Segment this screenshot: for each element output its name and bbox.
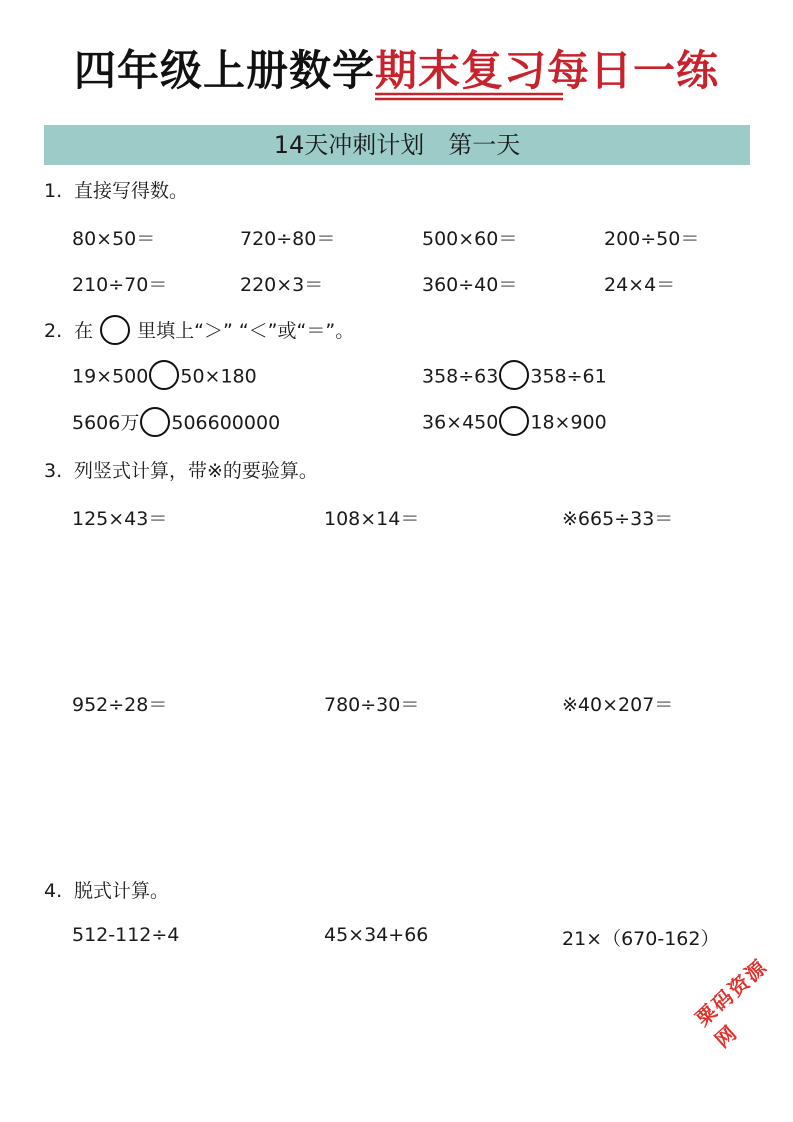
q3-item: 108×14＝ bbox=[324, 508, 420, 530]
question-4-text: 脱式计算。 bbox=[74, 880, 170, 902]
title-red bbox=[375, 46, 719, 95]
question-3-number: 3. bbox=[44, 460, 63, 482]
q3-item: 125×43＝ bbox=[72, 508, 168, 530]
q2-item bbox=[422, 362, 607, 392]
q1-item: 210÷70＝ bbox=[72, 274, 168, 296]
q1-item: 500×60＝ bbox=[422, 228, 518, 250]
compare-circle-icon bbox=[100, 315, 130, 345]
question-4-number: 4. bbox=[44, 880, 63, 902]
q2-item bbox=[72, 362, 257, 392]
q2-right: 50×180 bbox=[180, 365, 257, 388]
plan-banner: 14天冲刺计划 第一天 bbox=[44, 125, 750, 165]
title-underline bbox=[375, 91, 563, 101]
answer-circle[interactable] bbox=[140, 407, 170, 437]
q1-item: 720÷80＝ bbox=[240, 228, 336, 250]
answer-circle[interactable] bbox=[499, 360, 529, 390]
q2-right: 18×900 bbox=[530, 411, 607, 434]
q1-item: 200÷50＝ bbox=[604, 228, 700, 250]
question-3-text: 列竖式计算，带※的要验算。 bbox=[74, 460, 318, 482]
q2-right: 358÷61 bbox=[530, 365, 607, 388]
q2-right: 506600000 bbox=[171, 412, 281, 434]
q1-item: 24×4＝ bbox=[604, 274, 676, 296]
q3-item: 952÷28＝ bbox=[72, 694, 168, 716]
q2-left: 358÷63 bbox=[422, 365, 499, 388]
question-1-text: 直接写得数。 bbox=[74, 180, 189, 202]
q2-left: 19×500 bbox=[72, 365, 149, 388]
q4-item: 512-112÷4 bbox=[72, 924, 180, 946]
q2-left: 36×450 bbox=[422, 411, 499, 434]
q2-item bbox=[422, 408, 607, 438]
q1-item: 360÷40＝ bbox=[422, 274, 518, 296]
question-2-title bbox=[44, 316, 354, 347]
q3-item: ※665÷33＝ bbox=[562, 508, 674, 530]
title-black: 四年级上册数学 bbox=[73, 46, 375, 95]
question-2-text-b: 里填上“＞” “＜”或“＝”。 bbox=[137, 320, 355, 342]
question-1-number: 1. bbox=[44, 180, 63, 202]
answer-circle[interactable] bbox=[149, 360, 179, 390]
q2-left: 5606万 bbox=[72, 412, 140, 434]
q4-item: 45×34+66 bbox=[324, 924, 429, 946]
question-4-title bbox=[44, 876, 169, 903]
question-3-title bbox=[44, 456, 318, 483]
worksheet-title bbox=[0, 48, 793, 94]
q3-item: ※40×207＝ bbox=[562, 694, 674, 716]
q1-item: 220×3＝ bbox=[240, 274, 324, 296]
q2-item bbox=[72, 408, 280, 439]
answer-circle[interactable] bbox=[499, 406, 529, 436]
q1-item: 80×50＝ bbox=[72, 228, 156, 250]
q4-item: 21×（670-162） bbox=[562, 928, 720, 950]
question-2-text-a: 在 bbox=[74, 320, 94, 342]
title-red-text: 期末复习每日一练 bbox=[375, 46, 720, 95]
question-2-number: 2. bbox=[44, 320, 63, 342]
question-1-title bbox=[44, 176, 188, 203]
q3-item: 780÷30＝ bbox=[324, 694, 420, 716]
watermark: 粟码资源网 bbox=[690, 954, 773, 1053]
